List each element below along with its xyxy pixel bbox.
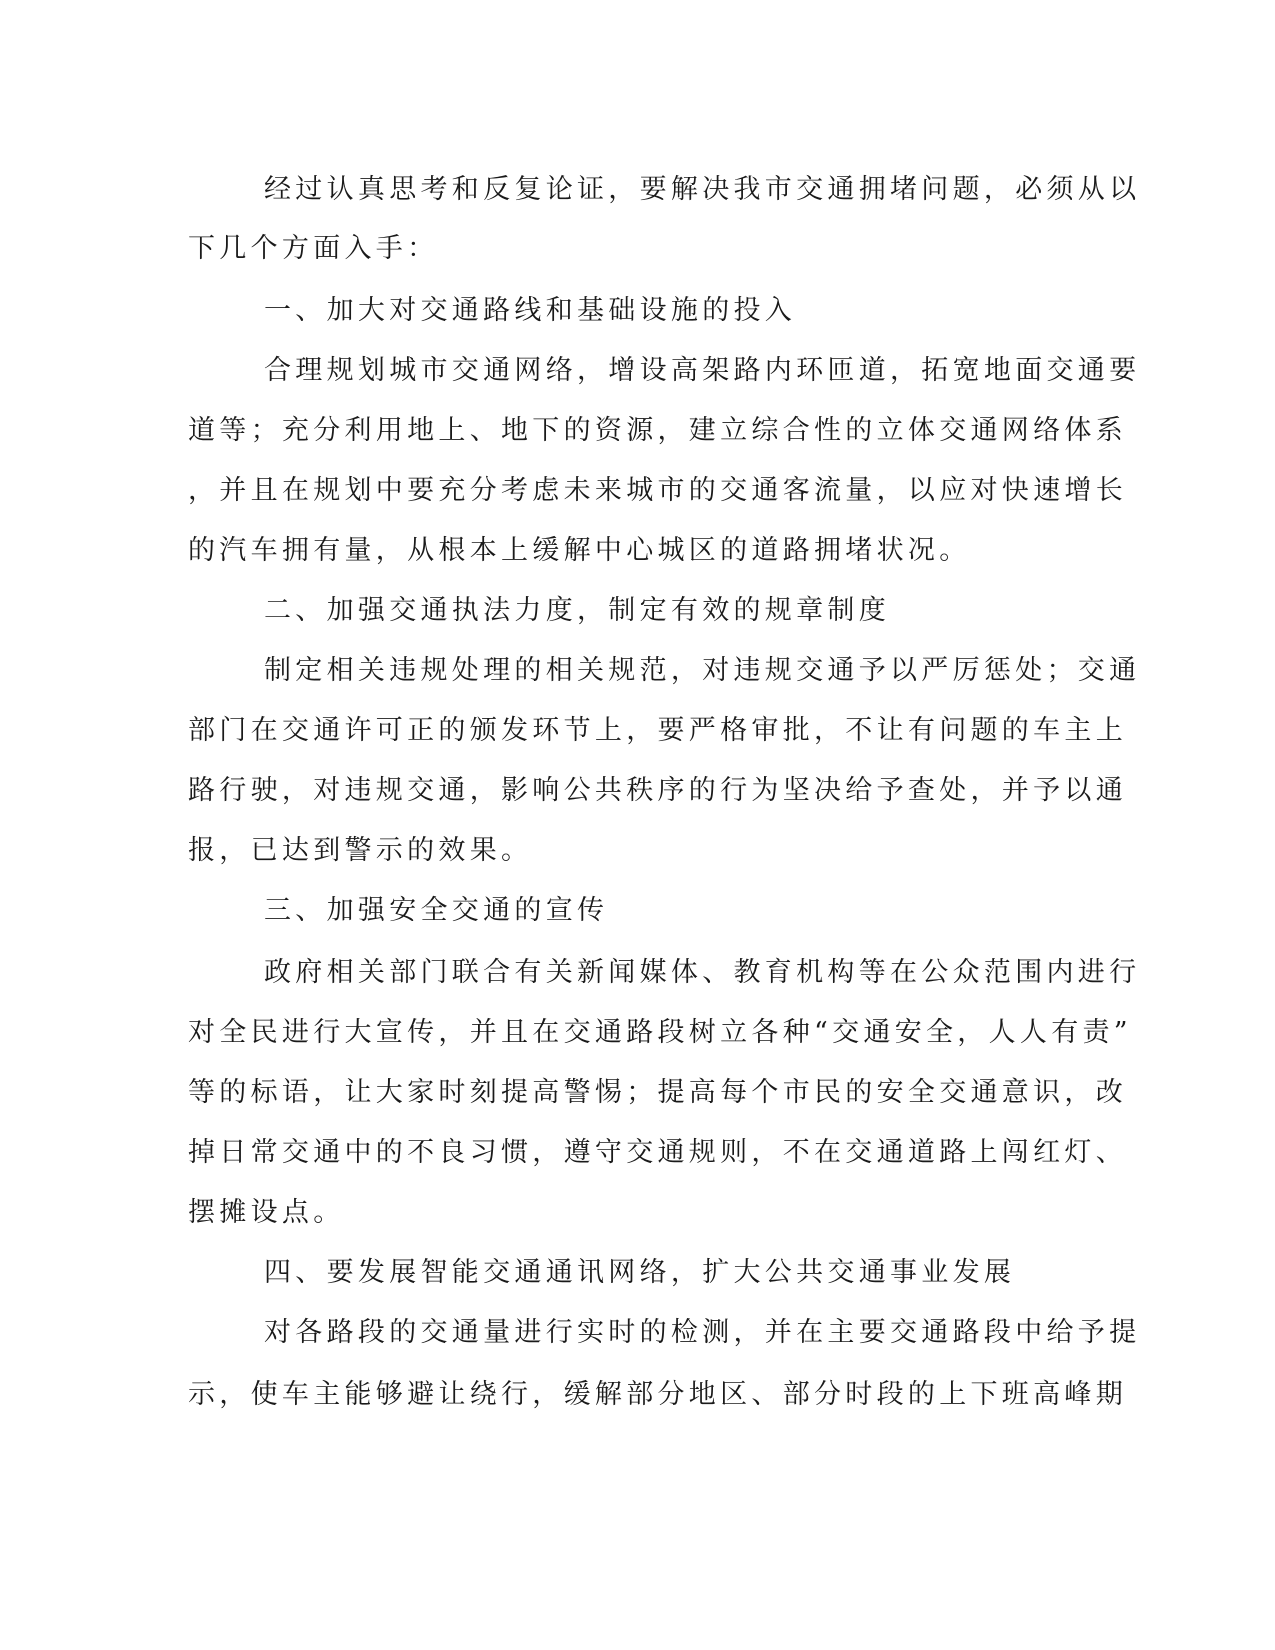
section-1-line-2: 道等；充分利用地上、地下的资源，建立综合性的立体交通网络体系 — [188, 415, 1127, 446]
section-3-line-4: 掉日常交通中的不良习惯，遵守交通规则，不在交通道路上闯红灯、 — [188, 1137, 1127, 1168]
section-heading-1: 一、加大对交通路线和基础设施的投入 — [264, 295, 797, 326]
section-1-line-4: 的汽车拥有量，从根本上缓解中心城区的道路拥堵状况。 — [188, 535, 971, 566]
section-heading-3: 三、加强安全交通的宣传 — [264, 895, 609, 926]
paragraph-intro-line-2: 下几个方面入手： — [188, 233, 439, 264]
section-2-line-4: 报，已达到警示的效果。 — [188, 835, 533, 866]
section-heading-2: 二、加强交通执法力度，制定有效的规章制度 — [264, 595, 890, 626]
section-3-line-3: 等的标语，让大家时刻提高警惕；提高每个市民的安全交通意识，改 — [188, 1077, 1127, 1108]
section-2-line-2: 部门在交通许可正的颁发环节上，要严格审批，不让有问题的车主上 — [188, 715, 1127, 746]
paragraph-intro-line-1: 经过认真思考和反复论证，要解决我市交通拥堵问题，必须从以 — [264, 174, 1141, 205]
section-1-line-3: ，并且在规划中要充分考虑未来城市的交通客流量，以应对快速增长 — [188, 475, 1127, 506]
section-2-line-1: 制定相关违规处理的相关规范，对违规交通予以严厉惩处；交通 — [264, 655, 1141, 686]
section-4-line-2: 示，使车主能够避让绕行，缓解部分地区、部分时段的上下班高峰期 — [188, 1379, 1127, 1410]
section-3-line-5: 摆摊设点。 — [188, 1197, 345, 1228]
section-3-line-1: 政府相关部门联合有关新闻媒体、教育机构等在公众范围内进行 — [264, 957, 1141, 988]
section-heading-4: 四、要发展智能交通通讯网络，扩大公共交通事业发展 — [264, 1257, 1016, 1288]
section-3-line-2: 对全民进行大宣传，并且在交通路段树立各种“交通安全，人人有责” — [188, 1017, 1132, 1048]
section-2-line-3: 路行驶，对违规交通，影响公共秩序的行为坚决给予查处，并予以通 — [188, 775, 1127, 806]
section-1-line-1: 合理规划城市交通网络，增设高架路内环匝道，拓宽地面交通要 — [264, 355, 1141, 386]
section-4-line-1: 对各路段的交通量进行实时的检测，并在主要交通路段中给予提 — [264, 1317, 1141, 1348]
